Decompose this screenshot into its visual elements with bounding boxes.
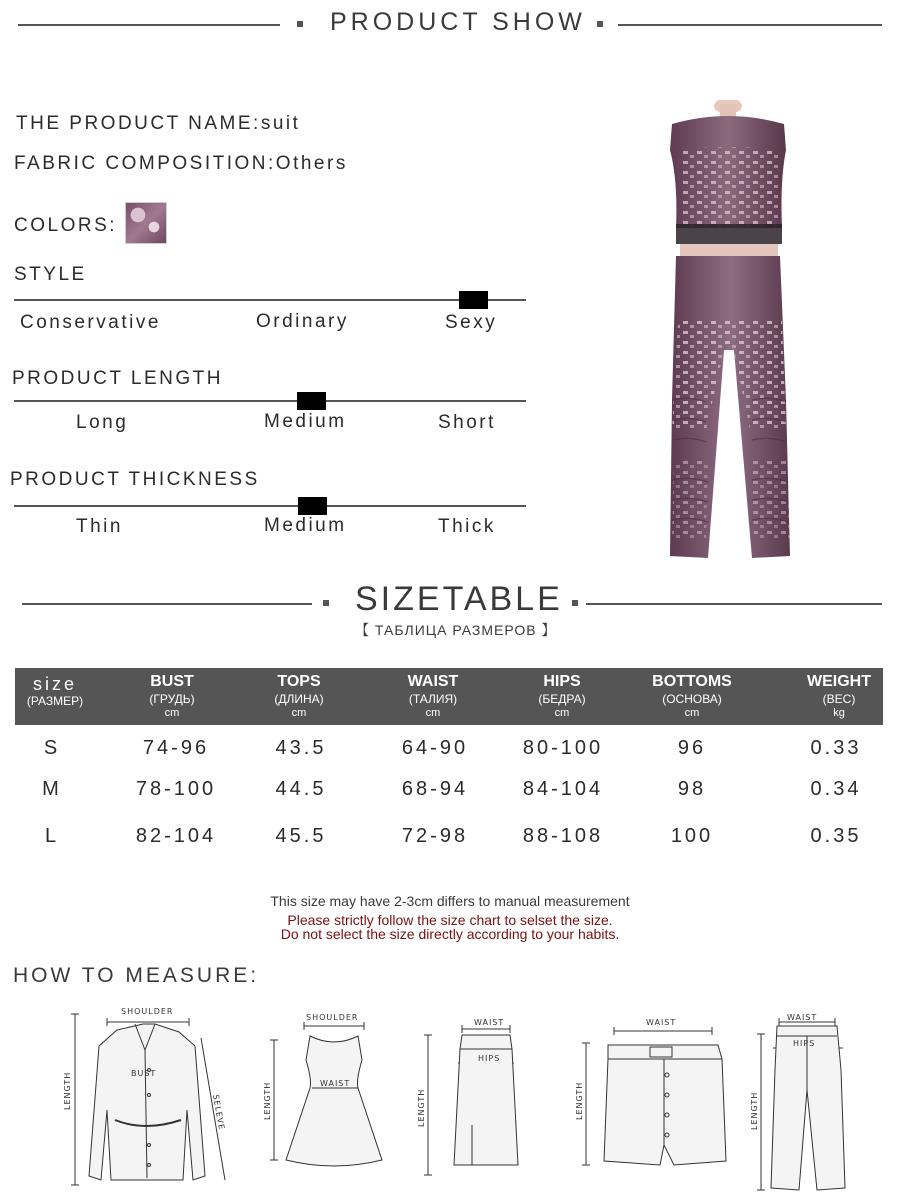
- bottoms-cell: 98: [677, 778, 707, 800]
- header-hips: HIPS (БЕДРА) cm: [538, 673, 586, 719]
- hips-cell: 84-104: [522, 778, 604, 800]
- header-bust: BUST (ГРУДЬ) cm: [149, 673, 195, 719]
- hips-cell: 88-108: [522, 825, 604, 847]
- style-label-conservative: Conservative: [20, 312, 161, 333]
- jacket-sleeve-label: SELEVE: [211, 1093, 227, 1131]
- hips-cell: 80-100: [522, 737, 604, 759]
- thickness-title: PRODUCT THICKNESS: [10, 469, 260, 490]
- thickness-label-thick: Thick: [438, 516, 496, 537]
- sizetable-header: [15, 668, 883, 725]
- length-label-short: Short: [438, 412, 496, 433]
- jacket-length-label: LENGTH: [63, 1071, 72, 1110]
- weight-cell: 0.33: [810, 737, 862, 759]
- waist-cell: 68-94: [401, 778, 469, 800]
- length-scale-bar: [14, 400, 526, 402]
- bust-cell: 82-104: [135, 825, 217, 847]
- waist-cell: 72-98: [401, 825, 469, 847]
- length-scale-marker: [297, 392, 326, 410]
- pants-length-label: LENGTH: [750, 1091, 759, 1130]
- style-label-ordinary: Ordinary: [256, 311, 349, 332]
- thickness-scale-bar: [14, 505, 526, 507]
- weight-cell: 0.35: [810, 825, 862, 847]
- header-bottoms: BOTTOMS (ОСНОВА) cm: [652, 673, 732, 719]
- dress-shoulder-label: SHOULDER: [306, 1013, 359, 1022]
- thickness-label-medium: Medium: [264, 515, 347, 536]
- tops-cell: 45.5: [275, 825, 327, 847]
- sizetable-subtitle: 【 ТАБЛИЦА РАЗМЕРОВ 】: [355, 622, 557, 638]
- bottoms-cell: 100: [670, 825, 714, 847]
- pants-waist-label: WAIST: [787, 1013, 818, 1022]
- waist-cell: 64-90: [401, 737, 469, 759]
- shorts-waist-label: WAIST: [646, 1018, 677, 1027]
- skirt-length-label: LENGTH: [417, 1088, 426, 1127]
- skirt-measure-diagram: [412, 1015, 532, 1195]
- how-to-measure-title: HOW TO MEASURE:: [13, 964, 260, 987]
- sizetable-rule-right: [586, 603, 882, 605]
- shorts-length-label: LENGTH: [575, 1081, 584, 1120]
- size-cell: L: [44, 825, 60, 847]
- skirt-waist-label: WAIST: [474, 1018, 505, 1027]
- color-swatch[interactable]: [125, 202, 167, 244]
- dress-waist-label: WAIST: [320, 1079, 351, 1088]
- size-cell: M: [42, 778, 62, 800]
- header-dot-left: [297, 21, 303, 27]
- dress-length-label: LENGTH: [263, 1081, 272, 1120]
- thickness-label-thin: Thin: [76, 516, 123, 537]
- note-follow-chart: Please strictly follow the size chart to selset the size.: [287, 912, 613, 928]
- jacket-measure-diagram: [55, 1000, 240, 1195]
- note-habits: Do not select the size directly according to your habits.: [280, 926, 620, 942]
- sizetable-title: SIZETABLE: [355, 580, 563, 618]
- header-tops: TOPS (ДЛИНА) cm: [274, 673, 324, 719]
- header-dot-right: [597, 21, 603, 27]
- pants-hips-label: HIPS: [793, 1039, 816, 1048]
- tops-cell: 43.5: [275, 737, 327, 759]
- length-title: PRODUCT LENGTH: [12, 368, 223, 389]
- jacket-shoulder-label: SHOULDER: [121, 1007, 174, 1016]
- weight-cell: 0.34: [810, 778, 862, 800]
- style-label-sexy: Sexy: [445, 312, 498, 333]
- header-size: size (РАЗМЕР): [26, 674, 84, 708]
- sizetable-dot-right: [572, 600, 578, 606]
- fabric-composition: FABRIC COMPOSITION:Others: [14, 153, 348, 174]
- bust-cell: 78-100: [135, 778, 217, 800]
- product-name: THE PRODUCT NAME:suit: [16, 113, 301, 134]
- page-title: PRODUCT SHOW: [330, 8, 586, 36]
- style-scale-bar: [14, 299, 526, 301]
- dress-measure-diagram: [258, 1010, 388, 1190]
- shorts-measure-diagram: [570, 1015, 735, 1175]
- bust-cell: 74-96: [142, 737, 210, 759]
- product-photo: [640, 100, 820, 570]
- header-weight: WEIGHT (ВЕС) kg: [807, 673, 871, 719]
- sizetable-rule-left: [22, 603, 312, 605]
- colors-label: COLORS:: [14, 215, 118, 236]
- style-scale-marker: [459, 291, 488, 309]
- thickness-scale-marker: [298, 497, 327, 515]
- header-rule-right: [618, 24, 882, 26]
- skirt-hips-label: HIPS: [478, 1054, 501, 1063]
- tops-cell: 44.5: [275, 778, 327, 800]
- size-cell: S: [43, 737, 61, 759]
- pants-measure-diagram: [745, 1010, 865, 1195]
- length-label-long: Long: [76, 412, 129, 433]
- bottoms-cell: 96: [677, 737, 707, 759]
- header-waist: WAIST (ТАЛИЯ) cm: [407, 673, 459, 719]
- style-title: STYLE: [14, 264, 87, 285]
- header-rule-left: [18, 24, 280, 26]
- note-measurement: This size may have 2-3cm differs to manual measurement: [270, 893, 630, 909]
- sizetable-dot-left: [323, 600, 329, 606]
- jacket-bust-label: BUST: [131, 1069, 157, 1078]
- length-label-medium: Medium: [264, 411, 347, 432]
